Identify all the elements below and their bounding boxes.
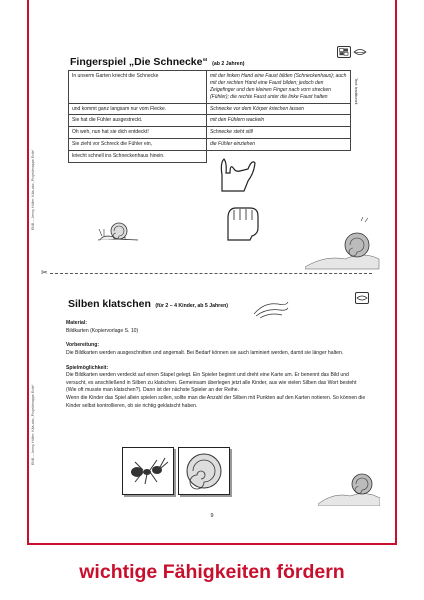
play-text-2: Wenn die Kinder das Spiel allein spielen sollen, sollte man die Anzahl der Silben mit Punkten auf den Karten notieren. So können die Kinder selbst kontrollieren, ob sie richtig geklatscht haben. — [66, 395, 366, 409]
scissors-icon: ✂ — [41, 268, 48, 277]
text-source-label: Text: traditionell — [354, 78, 358, 105]
ant-illustration — [123, 448, 173, 494]
gesture-instruction: mit der linken Hand eine Faust bilden (Schneckenhaus); auch mit der rechten Hand eine Faust bilden; jedoch den Zeigefinger und den kleinen Finger nach vorn strecken (Fühler); die rechte Faust unter die linke Faust halten — [207, 71, 351, 104]
section1-age: (ab 2 Jahren) — [212, 61, 245, 67]
material-label: Material: — [66, 320, 87, 326]
gesture-instruction: die Fühler einziehen — [207, 139, 351, 151]
section1-title — [70, 52, 244, 70]
snail-meadow-illustration-bottom — [318, 460, 380, 506]
snail-illustration — [96, 218, 142, 244]
gesture-instruction: Schnecke vor dem Körper kriechen lassen — [207, 103, 351, 115]
gesture-instruction: Schnecke steht still — [207, 127, 351, 139]
instructions-block — [66, 316, 366, 410]
horns-hand-illustration — [210, 155, 260, 193]
fist-illustration — [220, 200, 262, 242]
play-label: Spielmöglichkeit: — [66, 364, 109, 371]
verse-line: und kommt ganz langsam nur vom Flecke. — [69, 103, 207, 115]
cut-line — [50, 273, 372, 274]
page-number: 9 — [210, 513, 214, 519]
verse-table — [68, 70, 351, 163]
snail-shell-illustration — [179, 448, 229, 494]
copyright-note-top: ENB – Jenny Höller: Kita-abc „Projektmappe Erde“ — [31, 149, 35, 230]
picture-card-snail-shell — [178, 447, 230, 495]
picture-card-ant — [122, 447, 174, 495]
preparation-label: Vorbereitung: — [66, 342, 100, 349]
verse-line: Oh weh, nun hat sie dich entdeckt! — [69, 127, 207, 139]
table-row — [69, 103, 351, 115]
copyright-note-bottom: ENB – Jenny Höller: Kita-abc „Projektmappe Erde“ — [31, 384, 35, 465]
speech-lips-icon — [353, 46, 367, 58]
puzzle-icon — [337, 46, 351, 58]
verse-line: Sie hat die Fühler ausgestreckt. — [69, 115, 207, 127]
speech-bubble-icon — [355, 292, 369, 304]
verse-line: kriecht schnell ins Schneckenhaus hinein. — [69, 151, 207, 163]
verse-line: Sie zieht vor Schreck die Fühler ein, — [69, 139, 207, 151]
table-row — [69, 115, 351, 127]
material-text: Bildkarten (Kopiervorlage S. 10) — [66, 327, 139, 334]
section2-title — [68, 294, 228, 312]
preparation-text: Die Bildkarten werden ausgeschnitten und angemalt. Bei Bedarf können sie auch laminiert werden, damit sie länger halten. — [66, 349, 344, 356]
table-row — [69, 71, 351, 104]
gesture-instruction: mit den Fühlern wackeln — [207, 115, 351, 127]
caption-banner: wichtige Fähigkeiten fördern — [79, 561, 345, 583]
table-row — [69, 127, 351, 139]
verse-line: In unserm Garten kriecht die Schnecke — [69, 71, 207, 104]
table-row — [69, 139, 351, 151]
play-text: Die Bildkarten werden verdeckt auf einen Stapel gelegt. Ein Spieler beginnt und dreht eine Karte um. Er benennt das Bild und versucht, es anschließend in Silben zu klatschen. Gemeinsam überlegen jetzt alle Kinder, aus wie vielen Silben das Wort besteht (Wie oft musste man klatschen?). Dann ist der nächste Spieler an der Reihe. — [66, 372, 357, 394]
section2-title-text: Silben klatschen — [68, 298, 151, 310]
section1-title-text: Fingerspiel „Die Schnecke“ — [70, 56, 208, 68]
snail-meadow-illustration — [305, 215, 380, 270]
section2-age: (für 2 – 4 Kinder, ab 5 Jahren) — [155, 303, 228, 309]
